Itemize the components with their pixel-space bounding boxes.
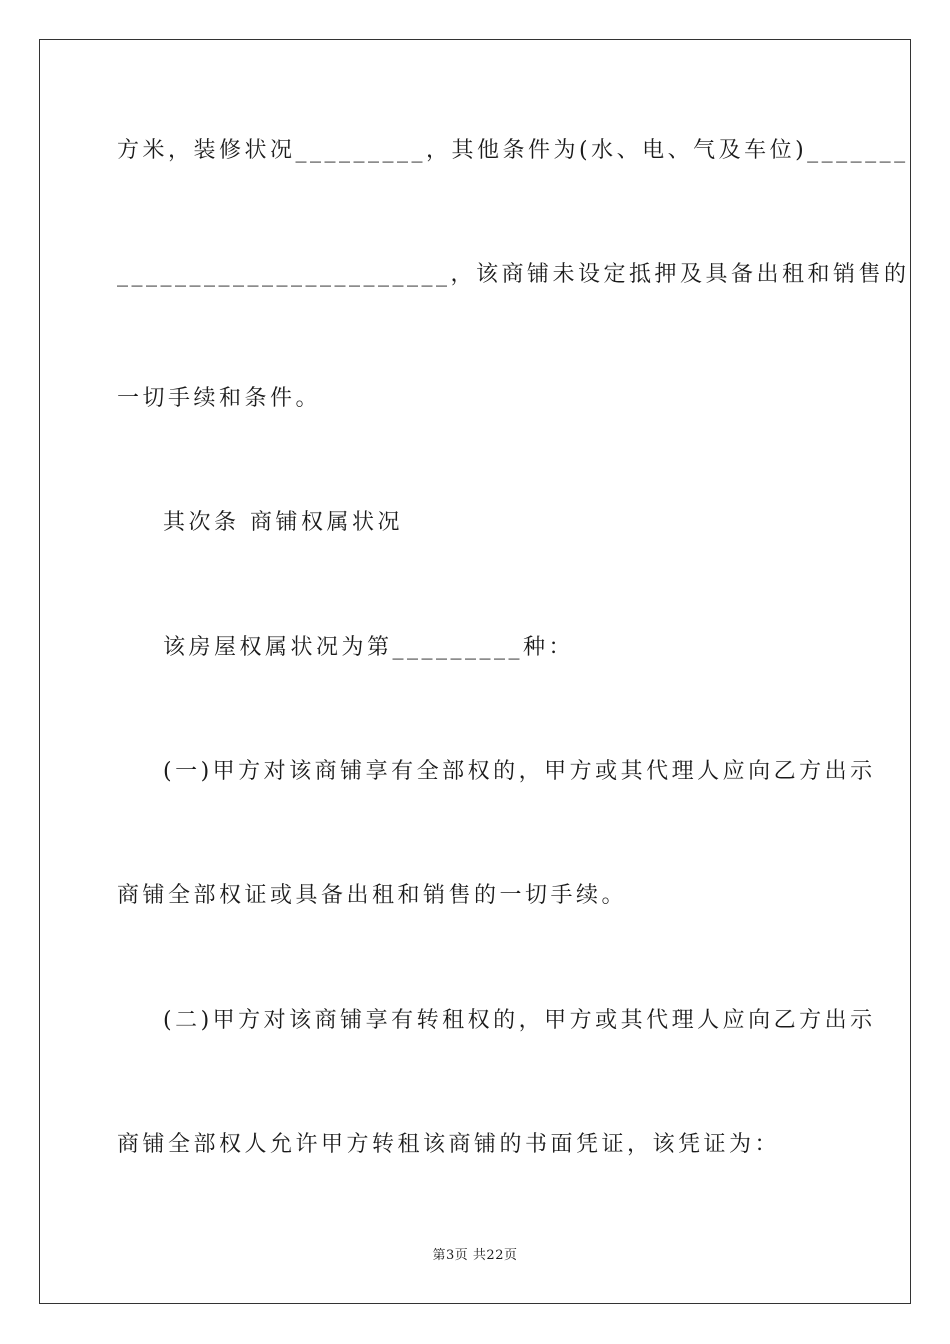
section-heading: 其次条 商铺权属状况 [163, 510, 403, 535]
page-number: 第3页 共22页 [432, 1248, 518, 1263]
body-line-5: 该房屋权属状况为第_________种： [163, 635, 575, 660]
body-line-2: _______________________，该商铺未设定抵押及具备出租和销售的 [117, 262, 910, 287]
page-border [39, 39, 911, 1304]
clause-2-line-2: 商铺全部权人允许甲方转租该商铺的书面凭证，该凭证为： [117, 1132, 781, 1157]
clause-1-line-1: (一)甲方对该商铺享有全部权的，甲方或其代理人应向乙方出示 [163, 759, 876, 784]
body-line-3: 一切手续和条件。 [117, 386, 322, 411]
body-line-1: 方米，装修状况_________，其他条件为(水、电、气及车位)_______ [117, 138, 909, 163]
clause-2-line-1: (二)甲方对该商铺享有转租权的，甲方或其代理人应向乙方出示 [163, 1008, 876, 1033]
clause-1-line-2: 商铺全部权证或具备出租和销售的一切手续。 [117, 883, 628, 908]
